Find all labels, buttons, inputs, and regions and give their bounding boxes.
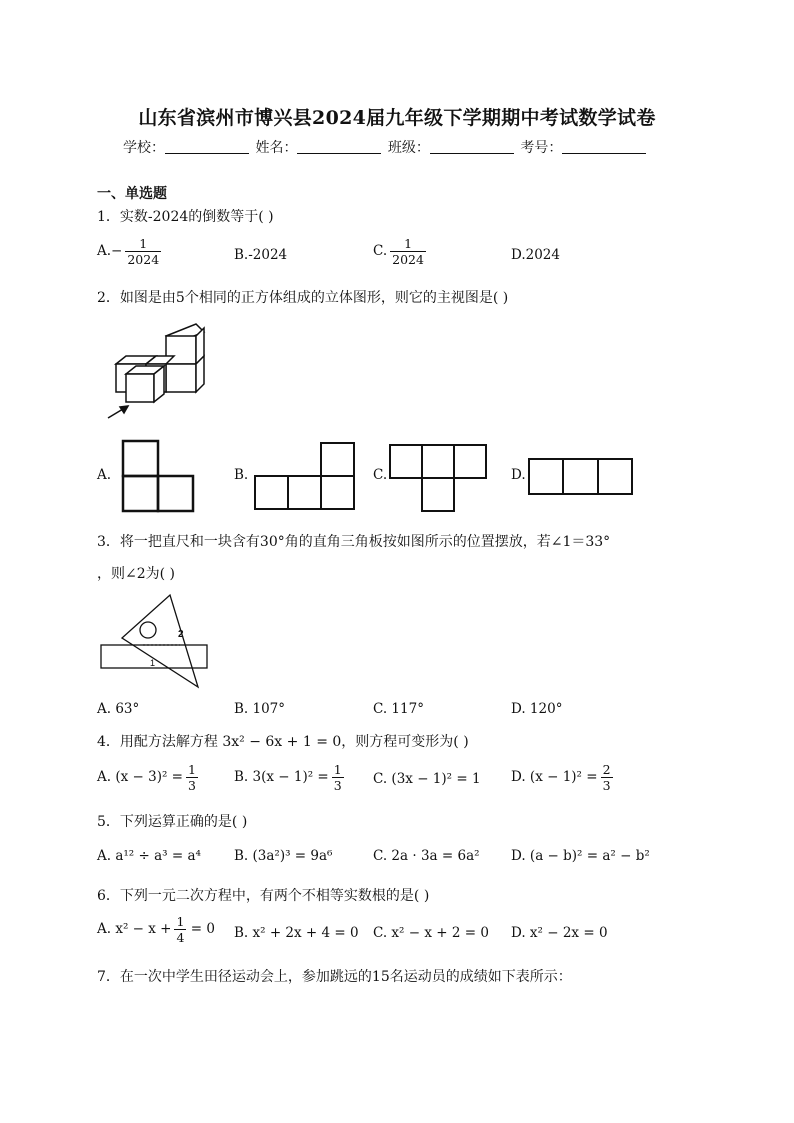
q4-option-a: [97, 762, 198, 793]
school-blank: [165, 139, 249, 154]
q4-stem: 4．用配方法解方程 3x² − 6x + 1 = 0，则方程可变形为( ): [97, 734, 469, 750]
q4-a-num: 1: [187, 762, 196, 777]
school-label: 学校：: [123, 140, 165, 156]
q2-option-c-figure: [389, 443, 487, 513]
name-blank: [297, 139, 381, 154]
q3-stem-line2: ，则∠2为( ): [97, 566, 176, 582]
exam-no-label: 考号：: [520, 140, 563, 156]
q2-option-a-figure: [121, 439, 195, 513]
q3-option-b: B. 107°: [234, 701, 286, 717]
q5-option-b: B. (3a²)³ = 9a⁶: [234, 848, 333, 864]
q1-a-fraction: [125, 236, 161, 267]
q3-angle-2-label: 2: [178, 629, 184, 640]
class-blank: [430, 139, 514, 154]
q4-option-c: C. (3x − 1)² = 1: [373, 771, 481, 787]
q3-option-a: A. 63°: [97, 701, 140, 717]
class-label: 班级：: [387, 140, 430, 156]
q4-a-fraction: [186, 762, 198, 793]
q2-option-a-label: A.: [97, 467, 112, 483]
q3-stem-line1: 3．将一把直尺和一块含有30°角的直角三角板按如图所示的位置摆放，若∠1＝33°: [97, 534, 611, 550]
q4-d-text: D. (x − 1)² =: [511, 769, 598, 785]
q2-option-d-figure: [528, 457, 634, 497]
q4-option-b: [234, 762, 344, 793]
q7-stem: 7．在一次中学生田径运动会上，参加跳远的15名运动员的成绩如下表所示：: [97, 969, 572, 985]
q6-stem: 6．下列一元二次方程中，有两个不相等实数根的是( ): [97, 888, 430, 904]
q6-a-tail: = 0: [190, 921, 215, 937]
q6-a-den: 4: [176, 930, 185, 945]
q4-b-num: 1: [333, 762, 342, 777]
exam-no-blank: [562, 139, 646, 154]
page-title: 山东省滨州市博兴县2024届九年级下学期期中考试数学试卷: [138, 107, 656, 129]
q6-option-c: C. x² − x + 2 = 0: [373, 925, 489, 941]
q4-d-fraction: [601, 762, 613, 793]
q1-option-d: D.2024: [511, 247, 560, 263]
q6-a-text: A. x² − x +: [97, 921, 172, 937]
q5-stem: 5．下列运算正确的是( ): [97, 814, 248, 830]
q1-a-prefix: A.: [97, 243, 112, 259]
student-info-line: [123, 137, 648, 157]
q1-option-b: B.-2024: [234, 247, 288, 263]
q1-a-num: 1: [125, 236, 161, 252]
name-label: 姓名：: [255, 140, 298, 156]
q6-a-num: 1: [176, 914, 185, 929]
q4-d-den: 3: [602, 778, 611, 793]
q6-a-fraction: [174, 914, 186, 945]
q1-option-c: [373, 236, 426, 267]
q1-option-a: [97, 236, 161, 267]
q1-c-prefix: C.: [373, 243, 388, 259]
q4-a-den: 3: [187, 778, 196, 793]
q4-a-text: A. (x − 3)² =: [97, 769, 183, 785]
q2-option-d-label: D.: [511, 467, 526, 483]
q1-a-den: 2024: [127, 252, 160, 267]
q2-option-b-label: B.: [234, 467, 249, 483]
q4-b-text: B. 3(x − 1)² =: [234, 769, 329, 785]
q6-option-d: D. x² − 2x = 0: [511, 925, 608, 941]
q3-ruler-triangle-figure: [98, 593, 212, 693]
q2-option-c-label: C.: [373, 467, 388, 483]
q5-option-c: C. 2a · 3a = 6a²: [373, 848, 480, 864]
q5-option-d: D. (a − b)² = a² − b²: [511, 848, 650, 864]
q1-c-den: 2024: [392, 252, 424, 267]
q2-option-b-figure: [254, 441, 356, 511]
q4-d-num: 2: [602, 762, 611, 777]
q1-c-fraction: [390, 236, 426, 267]
section-heading: 一、单选题: [97, 186, 167, 202]
q1-stem: 1．实数-2024的倒数等于( ): [97, 209, 274, 225]
q3-angle-1-label: 1: [150, 658, 156, 668]
q1-c-num: 1: [390, 236, 426, 252]
q6-option-a: [97, 914, 215, 945]
q1-a-sign: −: [111, 243, 123, 259]
q4-option-d: [511, 762, 613, 793]
q3-option-d: D. 120°: [511, 701, 563, 717]
q2-stem: 2．如图是由5个相同的正方体组成的立体图形，则它的主视图是( ): [97, 290, 509, 306]
q5-option-a: A. a¹² ÷ a³ = a⁴: [97, 848, 201, 864]
q4-b-fraction: [332, 762, 344, 793]
q6-option-b: B. x² + 2x + 4 = 0: [234, 925, 359, 941]
q2-cube-figure: [106, 322, 216, 422]
q4-b-den: 3: [333, 778, 342, 793]
q3-option-c: C. 117°: [373, 701, 424, 717]
